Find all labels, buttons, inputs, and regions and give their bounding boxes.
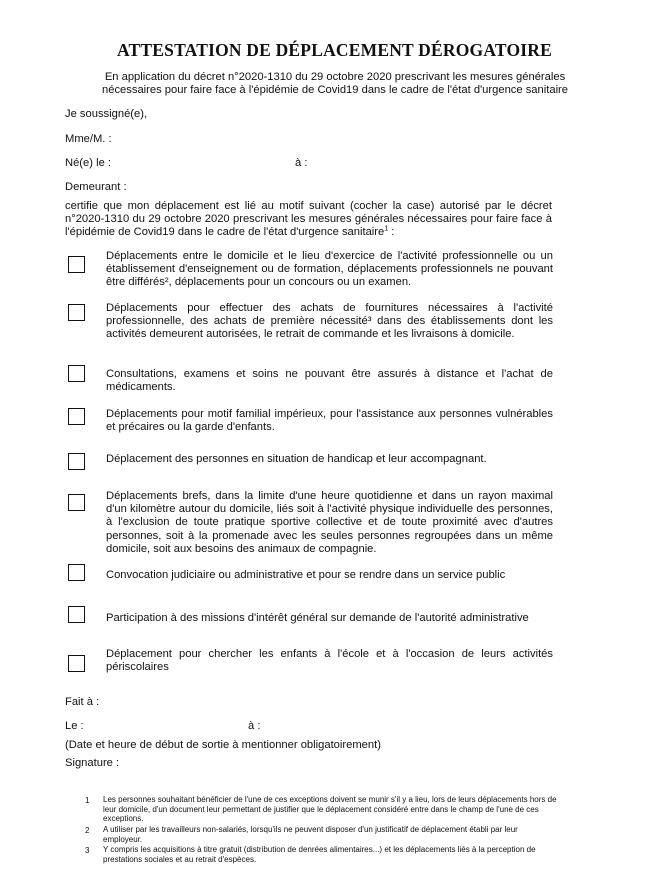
option-health: Consultations, examens et soins ne pouvant être assurés à distance et l'achat de médicaments.: [106, 368, 553, 394]
footnote-3-number: 3: [85, 846, 90, 855]
option-judicial: Convocation judiciaire ou administrative et pour se rendre dans un service public: [106, 569, 506, 581]
option-exercise: Déplacements brefs, dans la limite d'une heure quotidienne et dans un rayon maximal d'un kilomètre autour du domicile, liés soit à l'activité physique individuelle des personnes, à l'exclusion de toute pratique sportive collective et de toute proximité avec d'autres personnes, soit à la promenade avec les seules personnes regroupées dans un même domicile, soit aux besoins des animaux de compagnie.: [106, 490, 553, 555]
soussigne-label: Je soussigné(e),: [65, 108, 148, 120]
checkbox-exercise[interactable]: [68, 494, 85, 511]
checkbox-judicial[interactable]: [68, 564, 85, 581]
option-shopping: Déplacements pour effectuer des achats de fournitures nécessaires à l'activité professionnelle, des achats de première nécessité³ dans des établissements dont les activités demeurent autorisées, le retrait de commande et les livraisons à domicile.: [106, 302, 553, 341]
date-field[interactable]: Le :: [65, 720, 84, 732]
checkbox-health[interactable]: [68, 365, 85, 382]
certify-body: certifie que mon déplacement est lié au motif suivant (cocher la case) autorisé par le décret n°2020-1310 du 29 octobre 2020 prescrivant les mesures générales nécessaires pour faire face à l'épidémie de Covid19 dans le cadre de l'état d'urgence sanitaire: [65, 200, 552, 239]
address-field[interactable]: Demeurant :: [65, 181, 127, 193]
option-school: Déplacement pour chercher les enfants à l'école et à l'occasion de leurs activités périscolaires: [106, 648, 553, 674]
document-title: ATTESTATION DE DÉPLACEMENT DÉROGATOIRE: [117, 40, 552, 60]
option-general-interest: Participation à des missions d'intérêt général sur demande de l'autorité administrative: [106, 612, 529, 624]
option-handicap: Déplacement des personnes en situation de handicap et leur accompagnant.: [106, 453, 487, 465]
checkbox-work[interactable]: [68, 256, 85, 273]
certify-footnote-ref: 1: [384, 225, 389, 233]
intro-line-2: nécessaires pour faire face à l'épidémie de Covid19 dans le cadre de l'état d'urgence sanitaire: [102, 84, 568, 96]
footnote-2-number: 2: [85, 826, 90, 835]
option-family: Déplacements pour motif familial impérieux, pour l'assistance aux personnes vulnérables et précaires ou la garde d'enfants.: [106, 408, 553, 434]
checkbox-handicap[interactable]: [68, 453, 85, 470]
fait-a-field[interactable]: Fait à :: [65, 696, 100, 708]
footnote-2-text: A utiliser par les travailleurs non-salariés, lorsqu'ils ne peuvent disposer d'un justificatif de déplacement établi par leur employeur.: [103, 825, 518, 844]
date-note: (Date et heure de début de sortie à mentionner obligatoirement): [65, 739, 381, 751]
time-field[interactable]: à :: [248, 720, 261, 732]
checkbox-family[interactable]: [68, 408, 85, 425]
footnote-3-text: Y compris les acquisitions à titre gratuit (distribution de denrées alimentaires...) et les déplacements liés à la perception de prestations sociales et au retrait d'espèces.: [103, 845, 536, 864]
checkbox-shopping[interactable]: [68, 304, 85, 321]
footnote-1-text: Les personnes souhaitant bénéficier de l'une de ces exceptions doivent se munir s'il y a lieu, lors de leurs déplacements hors de leur domicile, d'un document leur permettant de justifier que le déplacement considéré entre dans le champ de l'une de ces exceptions.: [103, 795, 557, 824]
certify-text: [65, 200, 552, 240]
signature-field[interactable]: Signature :: [65, 757, 120, 769]
name-field[interactable]: Mme/M. :: [65, 133, 112, 145]
option-work: Déplacements entre le domicile et le lieu d'exercice de l'activité professionnelle ou un établissement d'enseignement ou de formation, déplacements professionnels ne pouvant être différés², déplacements pour un concours ou un examen.: [106, 250, 553, 289]
intro-line-1: En application du décret n°2020-1310 du 29 octobre 2020 prescrivant les mesures générales: [104, 71, 566, 83]
certify-colon: :: [388, 226, 395, 239]
intro-text: [60, 71, 610, 97]
birth-date-field[interactable]: Né(e) le :: [65, 157, 112, 169]
birth-place-field[interactable]: à :: [295, 157, 308, 169]
checkbox-general-interest[interactable]: [68, 606, 85, 623]
checkbox-school[interactable]: [68, 655, 85, 672]
footnote-1-number: 1: [85, 796, 90, 805]
